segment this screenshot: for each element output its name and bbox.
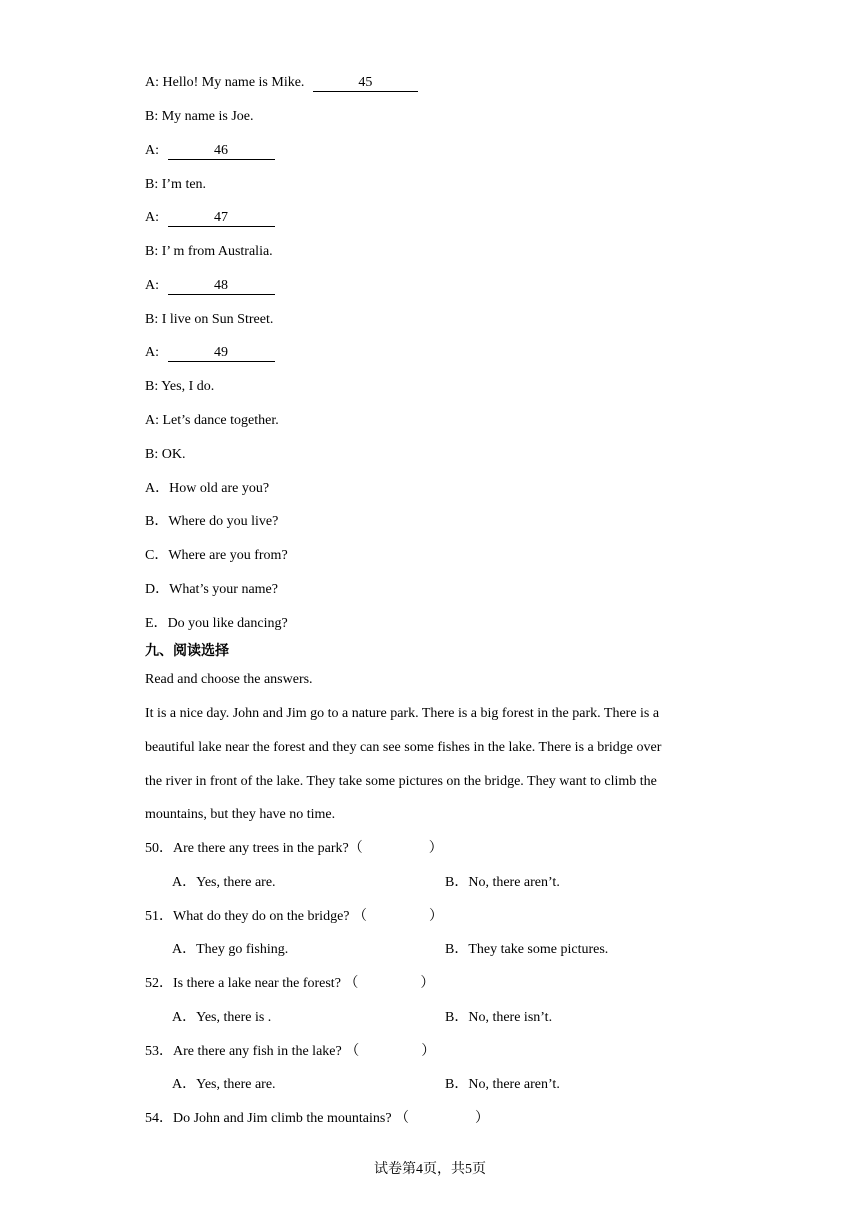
question-number: 50． [145, 841, 173, 856]
option-letter: C． [145, 548, 169, 563]
question-51-option-b[interactable]: B．They take some pictures. [445, 942, 609, 957]
option-letter: D． [145, 582, 170, 597]
answer-paren[interactable]: ） [420, 976, 435, 991]
passage-line: It is a nice day. John and Jim go to a nature park. There is a big forest in the park. There is a [145, 706, 660, 721]
question-52-option-b[interactable]: B．No, there isn’t. [445, 1010, 553, 1025]
option-letter: E． [145, 616, 168, 631]
answer-paren[interactable]: ） [475, 1111, 490, 1126]
option-item [145, 581, 278, 599]
option-item [145, 615, 288, 633]
dialogue-text: Hello! My name is Mike. [162, 75, 305, 90]
dialogue-text: My name is Joe. [161, 109, 254, 124]
option-item [145, 480, 269, 498]
dialogue-line [145, 243, 273, 261]
question-53 [145, 1043, 435, 1061]
option-text: What’s your name? [169, 582, 278, 597]
option-letter: B． [145, 514, 169, 529]
option-text: Where do you live? [168, 514, 279, 529]
question-number: 53． [145, 1044, 173, 1059]
dialogue-text: Let’s dance together. [162, 413, 279, 428]
dialogue-line [145, 311, 273, 329]
dialogue-text: I’ m from Australia. [161, 244, 273, 259]
dialogue-text: I’m ten. [161, 177, 207, 192]
answer-paren[interactable]: ） [421, 1044, 436, 1059]
question-text: Do John and Jim climb the mountains? （ [173, 1111, 410, 1126]
dialogue-text: I live on Sun Street. [161, 312, 274, 327]
question-50-option-b[interactable]: B．No, there aren’t. [445, 875, 560, 890]
answer-blank: 49 [168, 345, 275, 362]
question-text: Are there any trees in the park?（ [173, 841, 363, 856]
question-50-option-a[interactable]: A．Yes, there are. [172, 875, 276, 890]
speaker-label: A: [145, 75, 159, 90]
dialogue-text: OK. [161, 447, 186, 462]
dialogue-line [145, 378, 214, 396]
section-heading: 九、阅读选择 [145, 643, 229, 659]
question-52-option-a[interactable]: A．Yes, there is . [172, 1010, 272, 1025]
page-footer: 试卷第4页，共5页 [374, 1162, 486, 1177]
question-number: 51． [145, 909, 173, 924]
option-item [145, 547, 288, 565]
speaker-label: B: [145, 447, 159, 462]
speaker-label: B: [145, 244, 159, 259]
question-50 [145, 840, 443, 858]
question-number: 54． [145, 1111, 173, 1126]
dialogue-line [145, 344, 275, 362]
option-item [145, 513, 278, 531]
answer-blank: 46 [168, 143, 275, 160]
speaker-label: A: [145, 345, 159, 360]
passage-line: mountains, but they have no time. [145, 807, 336, 822]
passage-line: the river in front of the lake. They take some pictures on the bridge. They want to climb the [145, 774, 657, 789]
dialogue-line [145, 74, 418, 92]
question-51-option-a[interactable]: A．They go fishing. [172, 942, 289, 957]
question-text: Are there any fish in the lake? （ [173, 1044, 360, 1059]
question-53-option-a[interactable]: A．Yes, there are. [172, 1077, 276, 1092]
option-text: Where are you from? [168, 548, 288, 563]
answer-blank: 45 [313, 75, 418, 92]
option-text: How old are you? [169, 481, 270, 496]
question-text: Is there a lake near the forest? （ [173, 976, 359, 991]
question-54 [145, 1110, 489, 1128]
answer-paren[interactable]: ） [429, 909, 444, 924]
speaker-label: B: [145, 177, 159, 192]
dialogue-line [145, 176, 206, 194]
dialogue-line [145, 412, 279, 430]
answer-paren[interactable]: ） [428, 841, 443, 856]
question-51 [145, 908, 443, 926]
dialogue-line [145, 142, 275, 160]
section-instruction: Read and choose the answers. [145, 672, 313, 687]
dialogue-text: Yes, I do. [161, 379, 215, 394]
question-52 [145, 975, 434, 993]
dialogue-line [145, 108, 254, 126]
option-text: Do you like dancing? [167, 616, 288, 631]
speaker-label: A: [145, 210, 159, 225]
speaker-label: A: [145, 278, 159, 293]
dialogue-line [145, 446, 185, 464]
answer-blank: 48 [168, 278, 275, 295]
speaker-label: B: [145, 312, 159, 327]
answer-blank: 47 [168, 210, 275, 227]
dialogue-line [145, 277, 275, 295]
question-number: 52． [145, 976, 173, 991]
option-letter: A． [145, 481, 170, 496]
speaker-label: A: [145, 143, 159, 158]
dialogue-line [145, 209, 275, 227]
passage-line: beautiful lake near the forest and they can see some fishes in the lake. There is a bridge over [145, 740, 662, 755]
speaker-label: B: [145, 379, 159, 394]
question-text: What do they do on the bridge? （ [173, 909, 368, 924]
speaker-label: A: [145, 413, 159, 428]
speaker-label: B: [145, 109, 159, 124]
question-53-option-b[interactable]: B．No, there aren’t. [445, 1077, 560, 1092]
